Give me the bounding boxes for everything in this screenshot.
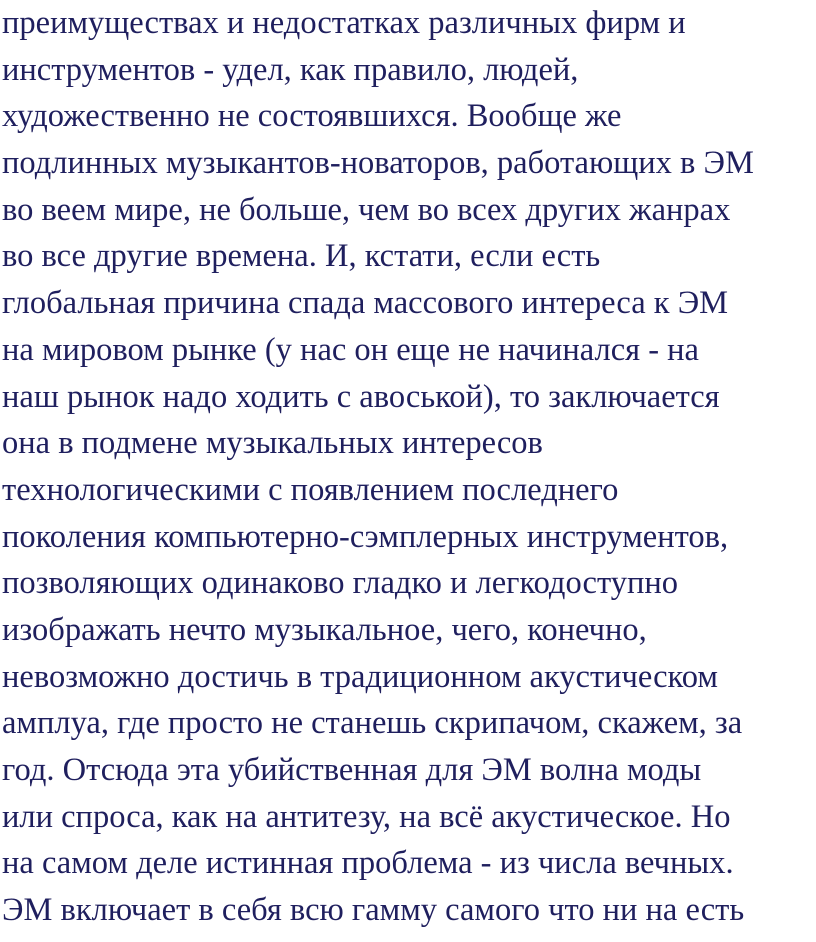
text-line: глобальная причина спада массового интереса к ЭМ (2, 285, 729, 322)
text-line: технологическими с появлением последнего (2, 471, 619, 508)
text-line: подлинных музыкантов-новаторов, работающих в ЭМ (2, 145, 754, 182)
text-line: или спроса, как на антитезу, на всё акустическое. Но (2, 798, 731, 835)
text-line: наш рынок надо ходить с авоськой), то заключается (2, 378, 720, 415)
text-line: позволяющих одинаково гладко и легкодоступно (2, 565, 679, 602)
text-line: во веем мире, не больше, чем во всех других жанрах (2, 191, 731, 228)
text-line: ЭМ включает в себя всю гамму самого что ни на есть (2, 892, 745, 929)
body-text (2, 0, 814, 934)
text-line: во все другие времена. И, кстати, если есть (2, 238, 601, 275)
text-line: на самом деле истинная проблема - из числа вечных. (2, 845, 734, 882)
text-line: поколения компьютерно-сэмплерных инструментов, (2, 518, 729, 555)
text-line: невозможно достичь в традиционном акустическом (2, 658, 718, 695)
text-line: амплуа, где просто не станешь скрипачом, скажем, за (2, 705, 743, 742)
text-line: на мировом рынке (у нас он еще не начинался - на (2, 331, 699, 368)
text-line: художественно не состоявшихся. Вообще же (2, 98, 622, 135)
text-line: она в подмене музыкальных интересов (2, 425, 543, 462)
text-line: инструментов - удел, как правило, людей, (2, 51, 579, 88)
text-line: год. Отсюда эта убийственная для ЭМ волна моды (2, 752, 702, 788)
text-line: изображать нечто музыкальное, чего, конечно, (2, 611, 647, 648)
text-line: преимуществах и недостатках различных фирм и (2, 5, 686, 41)
